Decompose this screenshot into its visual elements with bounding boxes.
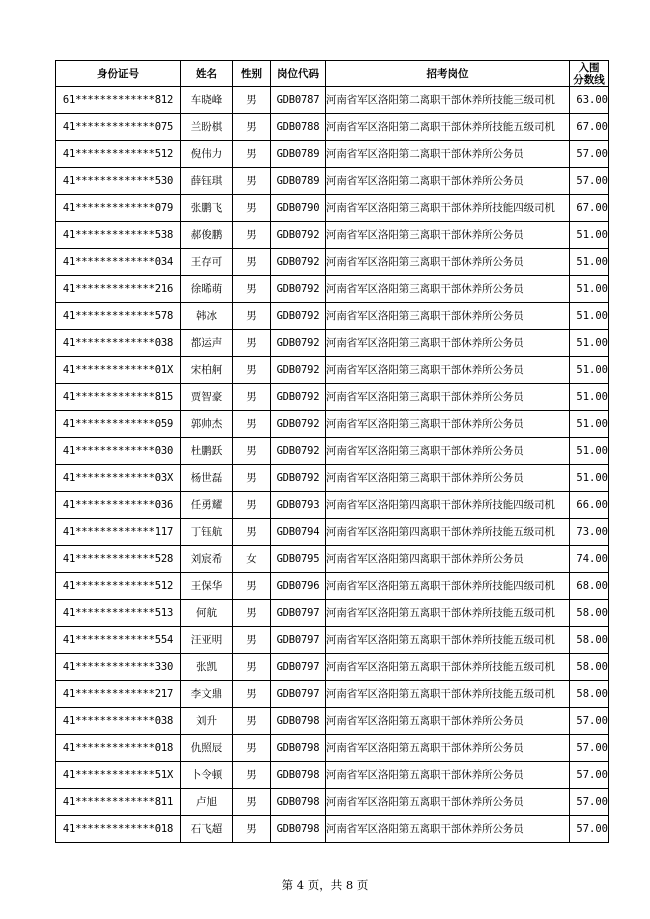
cutoff-score-cell: 58.00	[570, 681, 609, 708]
post-code-cell: GDB0798	[271, 816, 326, 843]
id-cell: 41*************075	[56, 114, 181, 141]
post-cell: 河南省军区洛阳第三离职干部休养所公务员	[326, 303, 570, 330]
cutoff-score-cell: 57.00	[570, 789, 609, 816]
cutoff-score-cell: 58.00	[570, 600, 609, 627]
table-row	[56, 762, 609, 789]
table-row	[56, 276, 609, 303]
header-post-code: 岗位代码	[271, 61, 326, 87]
cutoff-score-cell: 57.00	[570, 708, 609, 735]
post-cell: 河南省军区洛阳第五离职干部休养所技能五级司机	[326, 600, 570, 627]
cutoff-score-cell: 51.00	[570, 276, 609, 303]
table-row	[56, 789, 609, 816]
post-cell: 河南省军区洛阳第四离职干部休养所技能四级司机	[326, 492, 570, 519]
cutoff-score-cell: 51.00	[570, 384, 609, 411]
table-row	[56, 357, 609, 384]
gender-cell: 男	[233, 222, 271, 249]
table-row	[56, 735, 609, 762]
name-cell: 王存可	[181, 249, 233, 276]
post-cell: 河南省军区洛阳第二离职干部休养所技能三级司机	[326, 87, 570, 114]
post-cell: 河南省军区洛阳第二离职干部休养所公务员	[326, 168, 570, 195]
name-cell: 兰盼棋	[181, 114, 233, 141]
name-cell: 张鹏飞	[181, 195, 233, 222]
post-code-cell: GDB0798	[271, 708, 326, 735]
name-cell: 刘宸希	[181, 546, 233, 573]
gender-cell: 男	[233, 627, 271, 654]
table-row	[56, 249, 609, 276]
header-post: 招考岗位	[326, 61, 570, 87]
post-code-cell: GDB0790	[271, 195, 326, 222]
post-cell: 河南省军区洛阳第四离职干部休养所技能五级司机	[326, 519, 570, 546]
name-cell: 张凯	[181, 654, 233, 681]
post-code-cell: GDB0792	[271, 411, 326, 438]
post-cell: 河南省军区洛阳第五离职干部休养所公务员	[326, 789, 570, 816]
cutoff-score-cell: 57.00	[570, 168, 609, 195]
gender-cell: 男	[233, 87, 271, 114]
table-row	[56, 141, 609, 168]
post-code-cell: GDB0792	[271, 303, 326, 330]
table-row	[56, 114, 609, 141]
post-cell: 河南省军区洛阳第三离职干部休养所公务员	[326, 384, 570, 411]
post-code-cell: GDB0792	[271, 330, 326, 357]
gender-cell: 男	[233, 141, 271, 168]
post-cell: 河南省军区洛阳第二离职干部休养所公务员	[326, 141, 570, 168]
name-cell: 卜令顿	[181, 762, 233, 789]
id-cell: 41*************117	[56, 519, 181, 546]
post-code-cell: GDB0796	[271, 573, 326, 600]
post-code-cell: GDB0797	[271, 600, 326, 627]
id-cell: 41*************530	[56, 168, 181, 195]
post-cell: 河南省军区洛阳第三离职干部休养所公务员	[326, 465, 570, 492]
cutoff-score-cell: 67.00	[570, 114, 609, 141]
gender-cell: 男	[233, 762, 271, 789]
post-cell: 河南省军区洛阳第三离职干部休养所公务员	[326, 438, 570, 465]
id-cell: 41*************059	[56, 411, 181, 438]
name-cell: 何航	[181, 600, 233, 627]
id-cell: 41*************038	[56, 330, 181, 357]
table-row	[56, 708, 609, 735]
post-cell: 河南省军区洛阳第五离职干部休养所技能五级司机	[326, 627, 570, 654]
gender-cell: 男	[233, 708, 271, 735]
post-cell: 河南省军区洛阳第三离职干部休养所公务员	[326, 249, 570, 276]
id-cell: 41*************815	[56, 384, 181, 411]
name-cell: 汪亚明	[181, 627, 233, 654]
table-row	[56, 438, 609, 465]
table-row	[56, 627, 609, 654]
header-gender: 性别	[233, 61, 271, 87]
post-code-cell: GDB0798	[271, 789, 326, 816]
cutoff-score-cell: 74.00	[570, 546, 609, 573]
cutoff-score-cell: 51.00	[570, 438, 609, 465]
id-cell: 41*************538	[56, 222, 181, 249]
post-code-cell: GDB0794	[271, 519, 326, 546]
cutoff-score-cell: 57.00	[570, 141, 609, 168]
name-cell: 卢旭	[181, 789, 233, 816]
name-cell: 韩冰	[181, 303, 233, 330]
post-code-cell: GDB0789	[271, 168, 326, 195]
cutoff-score-cell: 57.00	[570, 762, 609, 789]
cutoff-score-cell: 57.00	[570, 816, 609, 843]
header-name: 姓名	[181, 61, 233, 87]
table-row	[56, 816, 609, 843]
table-row	[56, 195, 609, 222]
cutoff-score-cell: 57.00	[570, 735, 609, 762]
gender-cell: 男	[233, 519, 271, 546]
id-cell: 41*************034	[56, 249, 181, 276]
id-cell: 41*************51X	[56, 762, 181, 789]
name-cell: 李文鼎	[181, 681, 233, 708]
gender-cell: 男	[233, 114, 271, 141]
name-cell: 徐晞萌	[181, 276, 233, 303]
table-row	[56, 384, 609, 411]
post-cell: 河南省军区洛阳第三离职干部休养所公务员	[326, 276, 570, 303]
name-cell: 贾智豪	[181, 384, 233, 411]
post-cell: 河南省军区洛阳第五离职干部休养所公务员	[326, 762, 570, 789]
name-cell: 杨世磊	[181, 465, 233, 492]
gender-cell: 男	[233, 438, 271, 465]
gender-cell: 男	[233, 330, 271, 357]
post-code-cell: GDB0797	[271, 654, 326, 681]
id-cell: 41*************01X	[56, 357, 181, 384]
name-cell: 薛钰琪	[181, 168, 233, 195]
gender-cell: 男	[233, 384, 271, 411]
id-cell: 41*************018	[56, 735, 181, 762]
id-cell: 41*************528	[56, 546, 181, 573]
post-code-cell: GDB0797	[271, 627, 326, 654]
gender-cell: 男	[233, 303, 271, 330]
gender-cell: 男	[233, 492, 271, 519]
post-cell: 河南省军区洛阳第五离职干部休养所技能四级司机	[326, 573, 570, 600]
id-cell: 41*************018	[56, 816, 181, 843]
table-row	[56, 546, 609, 573]
cutoff-score-cell: 51.00	[570, 303, 609, 330]
header-id: 身份证号	[56, 61, 181, 87]
table-row	[56, 465, 609, 492]
id-cell: 41*************330	[56, 654, 181, 681]
id-cell: 61*************812	[56, 87, 181, 114]
cutoff-score-cell: 51.00	[570, 465, 609, 492]
cutoff-score-cell: 66.00	[570, 492, 609, 519]
post-code-cell: GDB0798	[271, 762, 326, 789]
post-code-cell: GDB0792	[271, 276, 326, 303]
gender-cell: 男	[233, 735, 271, 762]
post-code-cell: GDB0792	[271, 222, 326, 249]
table-row	[56, 168, 609, 195]
post-cell: 河南省军区洛阳第三离职干部休养所技能四级司机	[326, 195, 570, 222]
name-cell: 石飞超	[181, 816, 233, 843]
cutoff-score-cell: 58.00	[570, 654, 609, 681]
id-cell: 41*************513	[56, 600, 181, 627]
post-code-cell: GDB0787	[271, 87, 326, 114]
id-cell: 41*************512	[56, 141, 181, 168]
gender-cell: 男	[233, 816, 271, 843]
gender-cell: 男	[233, 357, 271, 384]
name-cell: 郝俊鹏	[181, 222, 233, 249]
gender-cell: 男	[233, 654, 271, 681]
table-body	[56, 87, 609, 843]
page-footer: 第 4 页，共 8 页	[281, 878, 369, 892]
table-row	[56, 573, 609, 600]
post-code-cell: GDB0789	[271, 141, 326, 168]
table-row	[56, 600, 609, 627]
cutoff-score-cell: 68.00	[570, 573, 609, 600]
name-cell: 倪伟力	[181, 141, 233, 168]
header-cutoff-score	[570, 61, 609, 87]
post-cell: 河南省军区洛阳第三离职干部休养所公务员	[326, 411, 570, 438]
gender-cell: 男	[233, 465, 271, 492]
table-row	[56, 330, 609, 357]
post-cell: 河南省军区洛阳第五离职干部休养所公务员	[326, 816, 570, 843]
post-code-cell: GDB0792	[271, 384, 326, 411]
table-row	[56, 411, 609, 438]
id-cell: 41*************036	[56, 492, 181, 519]
name-cell: 郭帅杰	[181, 411, 233, 438]
post-code-cell: GDB0792	[271, 357, 326, 384]
cutoff-score-cell: 51.00	[570, 249, 609, 276]
id-cell: 41*************811	[56, 789, 181, 816]
gender-cell: 男	[233, 789, 271, 816]
gender-cell: 男	[233, 411, 271, 438]
post-cell: 河南省军区洛阳第五离职干部休养所技能五级司机	[326, 654, 570, 681]
cutoff-score-cell: 51.00	[570, 330, 609, 357]
table-header	[56, 61, 609, 87]
table-row	[56, 222, 609, 249]
id-cell: 41*************030	[56, 438, 181, 465]
id-cell: 41*************216	[56, 276, 181, 303]
post-code-cell: GDB0788	[271, 114, 326, 141]
table-row	[56, 681, 609, 708]
header-cutoff-line2: 分数线	[573, 73, 605, 86]
name-cell: 丁钰航	[181, 519, 233, 546]
candidate-table	[55, 60, 609, 843]
id-cell: 41*************038	[56, 708, 181, 735]
post-cell: 河南省军区洛阳第五离职干部休养所公务员	[326, 735, 570, 762]
table-row	[56, 519, 609, 546]
post-code-cell: GDB0792	[271, 249, 326, 276]
id-cell: 41*************217	[56, 681, 181, 708]
post-code-cell: GDB0793	[271, 492, 326, 519]
name-cell: 任勇耀	[181, 492, 233, 519]
post-code-cell: GDB0798	[271, 735, 326, 762]
name-cell: 车晓峰	[181, 87, 233, 114]
post-cell: 河南省军区洛阳第四离职干部休养所公务员	[326, 546, 570, 573]
post-cell: 河南省军区洛阳第三离职干部休养所公务员	[326, 222, 570, 249]
post-cell: 河南省军区洛阳第三离职干部休养所公务员	[326, 357, 570, 384]
cutoff-score-cell: 51.00	[570, 357, 609, 384]
gender-cell: 男	[233, 573, 271, 600]
gender-cell: 男	[233, 600, 271, 627]
post-cell: 河南省军区洛阳第三离职干部休养所公务员	[326, 330, 570, 357]
id-cell: 41*************578	[56, 303, 181, 330]
cutoff-score-cell: 51.00	[570, 222, 609, 249]
gender-cell: 男	[233, 195, 271, 222]
gender-cell: 女	[233, 546, 271, 573]
post-cell: 河南省军区洛阳第五离职干部休养所公务员	[326, 708, 570, 735]
cutoff-score-cell: 67.00	[570, 195, 609, 222]
gender-cell: 男	[233, 168, 271, 195]
gender-cell: 男	[233, 681, 271, 708]
id-cell: 41*************554	[56, 627, 181, 654]
id-cell: 41*************079	[56, 195, 181, 222]
header-cutoff-line1: 入围	[578, 61, 600, 74]
table-row	[56, 87, 609, 114]
post-code-cell: GDB0795	[271, 546, 326, 573]
name-cell: 刘升	[181, 708, 233, 735]
id-cell: 41*************03X	[56, 465, 181, 492]
cutoff-score-cell: 63.00	[570, 87, 609, 114]
post-cell: 河南省军区洛阳第二离职干部休养所技能五级司机	[326, 114, 570, 141]
post-cell: 河南省军区洛阳第五离职干部休养所技能五级司机	[326, 681, 570, 708]
name-cell: 王保华	[181, 573, 233, 600]
post-code-cell: GDB0797	[271, 681, 326, 708]
id-cell: 41*************512	[56, 573, 181, 600]
name-cell: 宋柏舸	[181, 357, 233, 384]
header-row	[56, 61, 609, 87]
name-cell: 都运声	[181, 330, 233, 357]
gender-cell: 男	[233, 276, 271, 303]
cutoff-score-cell: 58.00	[570, 627, 609, 654]
post-code-cell: GDB0792	[271, 465, 326, 492]
name-cell: 仇照辰	[181, 735, 233, 762]
cutoff-score-cell: 51.00	[570, 411, 609, 438]
name-cell: 杜鹏跃	[181, 438, 233, 465]
cutoff-score-cell: 73.00	[570, 519, 609, 546]
table-row	[56, 492, 609, 519]
table-row	[56, 654, 609, 681]
gender-cell: 男	[233, 249, 271, 276]
post-code-cell: GDB0792	[271, 438, 326, 465]
table-row	[56, 303, 609, 330]
